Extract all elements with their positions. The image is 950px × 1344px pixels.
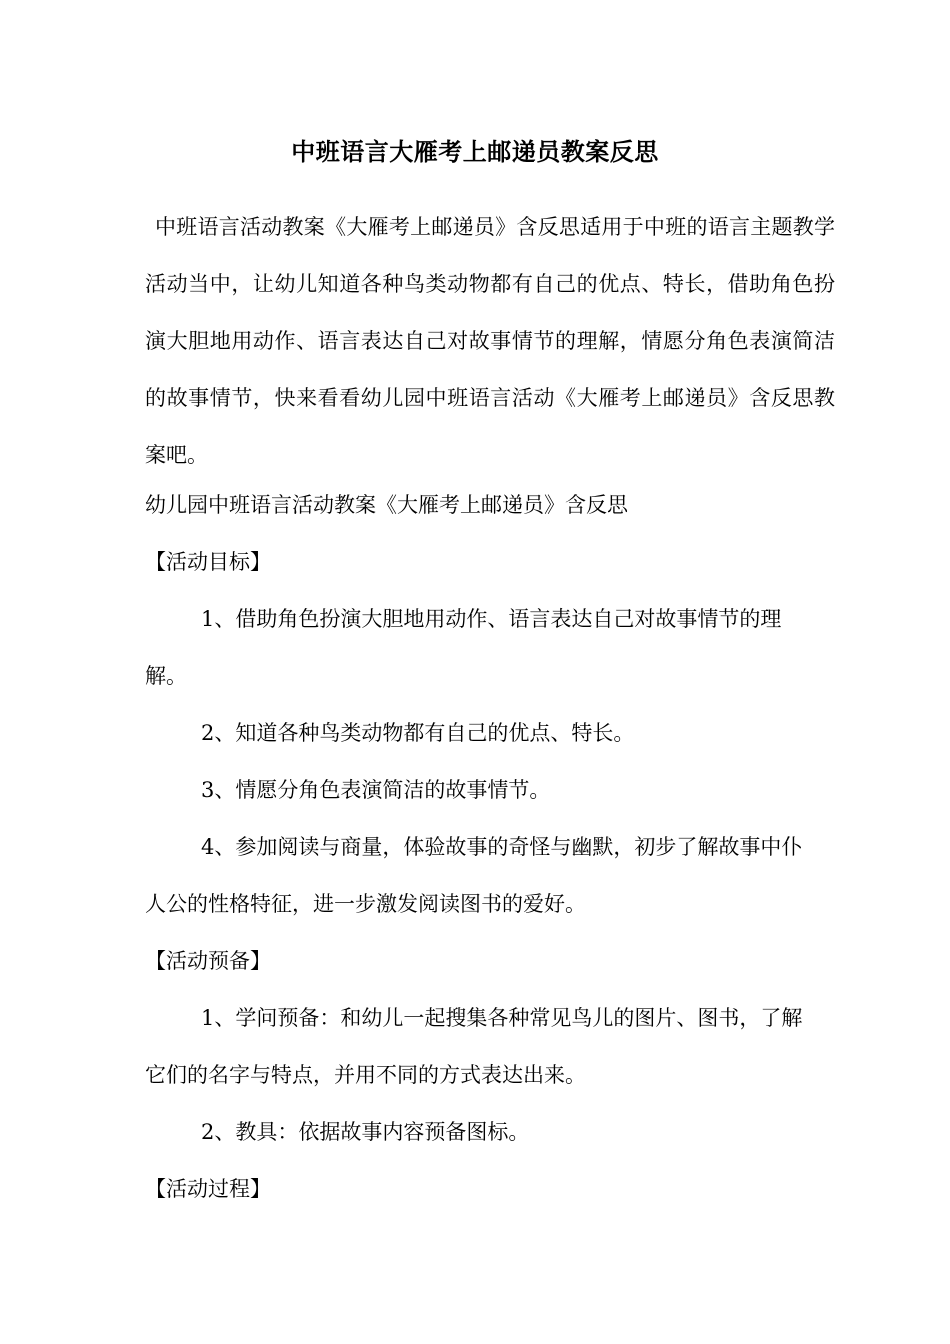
goal-item: 2、知道各种鸟类动物都有自己的优点、特长。 [201,721,635,745]
section-heading-process: 【活动过程】 [145,1177,271,1201]
document-title: 中班语言大雁考上邮递员教案反思 [291,137,659,166]
intro-paragraph: 中班语言活动教案《大雁考上邮递员》含反思适用于中班的语言主题教学活动当中，让幼儿知道各种鸟类动物都有自己的优点、特长，借助角色扮演大胆地用动作、语言表达自己对故事情节的理解，情愿分角色表演简洁的故事情节，快来看看幼儿园中班语言活动《大雁考上邮递员》含反思教案吧。 [145,215,835,467]
section-heading-preparation: 【活动预备】 [145,949,271,973]
goal-item: 4、参加阅读与商量，体验故事的奇怪与幽默，初步了解故事中仆人公的性格特征，进一步激发阅读图书的爱好。 [145,835,803,916]
section-heading-goals: 【活动目标】 [145,550,271,574]
preparation-item: 1、学问预备：和幼儿一起搜集各种常见鸟儿的图片、图书，了解它们的名字与特点，并用不同的方式表达出来。 [145,1006,803,1087]
preparation-item: 2、教具：依据故事内容预备图标。 [201,1120,530,1144]
goal-item: 3、情愿分角色表演简洁的故事情节。 [201,778,551,802]
document-subtitle: 幼儿园中班语言活动教案《大雁考上邮递员》含反思 [145,493,628,517]
goal-item: 1、借助角色扮演大胆地用动作、语言表达自己对故事情节的理解。 [145,607,782,688]
